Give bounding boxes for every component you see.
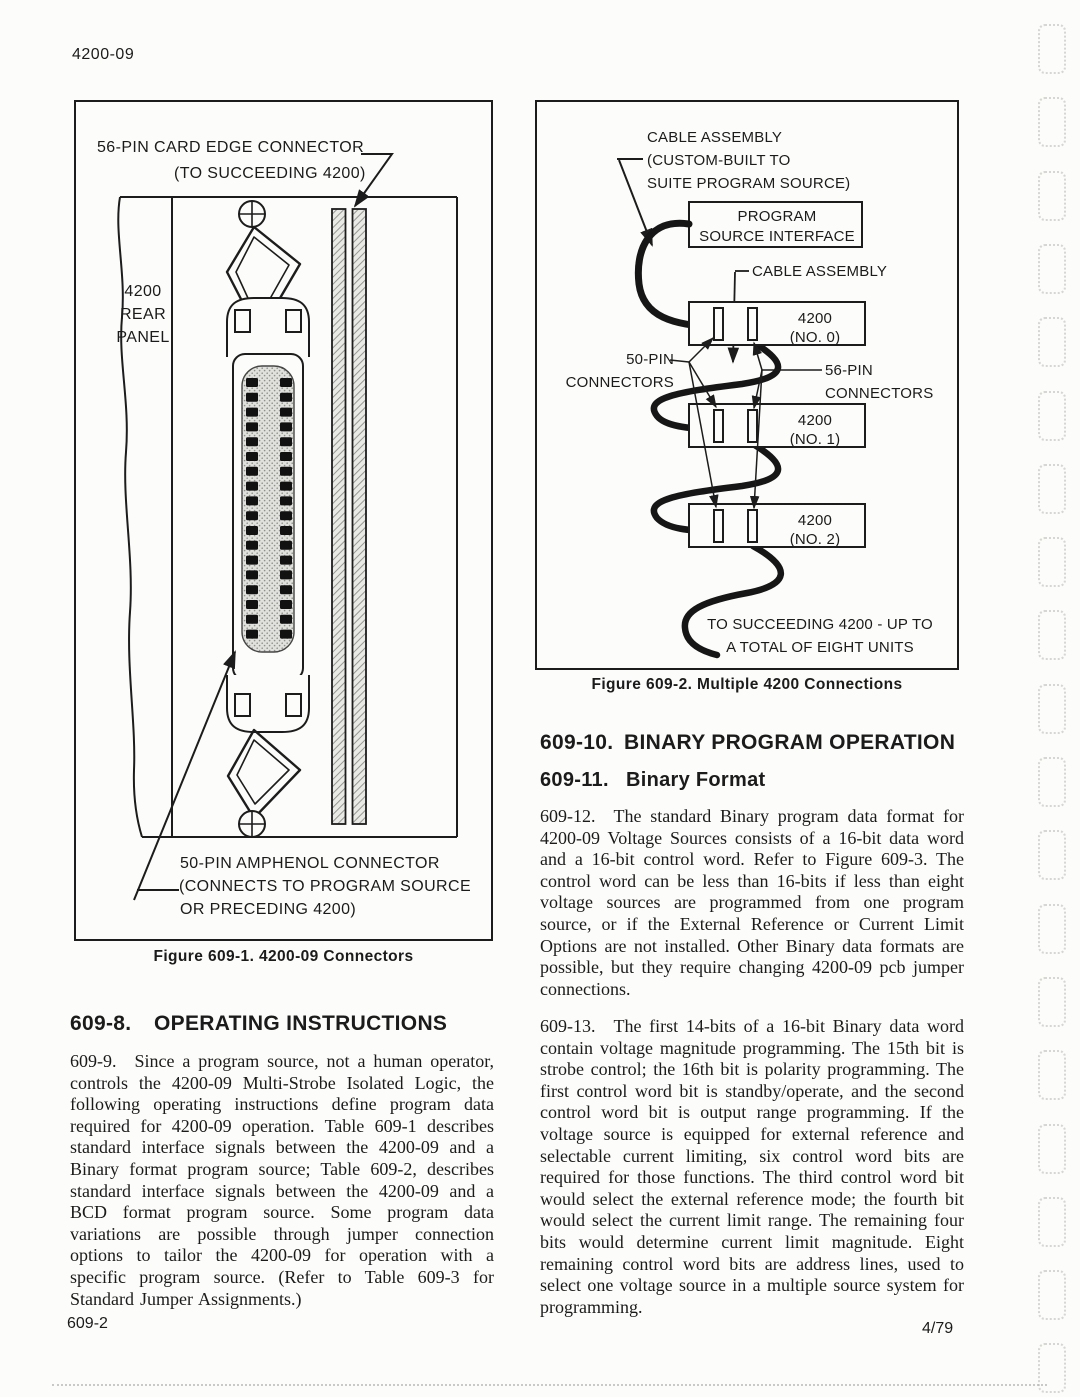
paragraph-609-13: 609-13. The first 14-bits of a 16-bit Binary data word contain voltage magnitude programming. The 15th bit is strobe control; the 16th bit is polarity programming. The first control word bit is standby/operate, and the second control word bit is output range programming. If the voltage source is equipped for external reference and selectable current limiting, six control word bits are required for those functions. The third control word bit would select the external reference mode; the fourth bit would select the current limit range. The remaining four bits would determine current limit magnitude. Eight remaining control word bits are address lines, used to select one voltage source in a multiple source system for programming. [540, 1016, 964, 1317]
cable-assembly-label: CABLE ASSEMBLY [752, 263, 888, 280]
document-id: 4200-09 [72, 46, 135, 63]
binder-ring-mark [1038, 244, 1066, 294]
multiple-connections-drawing [537, 102, 957, 668]
succeeding-note-line2: A TOTAL OF EIGHT UNITS [726, 639, 914, 656]
issue-date: 4/79 [922, 1320, 954, 1337]
binder-ring-mark [1038, 684, 1066, 734]
binder-ring-mark [1038, 97, 1066, 147]
program-source-interface-box [689, 202, 862, 247]
cable-custom-label-line1: CABLE ASSEMBLY [647, 129, 783, 146]
section-title: OPERATING INSTRUCTIONS [154, 1012, 448, 1035]
binder-ring-mark [1038, 24, 1066, 74]
binder-ring-mark [1038, 537, 1066, 587]
binder-ring-mark [1038, 1050, 1066, 1100]
paragraph-609-12: 609-12. The standard Binary program data format for 4200-09 Voltage Sources consists of a 16-bit data word and a 16-bit control word. Refer to Figure 609-3. The control word can be less than 16-bits if less than eight voltage sources are programmed from one program source, or if the External Reference or Current Limit Options are not installed. Other Binary data formats are possible, but they require changing 4200-09 pcb jumper connections. [540, 806, 964, 999]
svg-text:4200: 4200 [124, 283, 162, 300]
unit-2-box [689, 504, 865, 548]
figure-609-1-connectors [74, 100, 493, 941]
figure-609-2-multiple-connections [535, 100, 959, 670]
card-edge-label-line1: 56-PIN CARD EDGE CONNECTOR [97, 139, 365, 156]
figure-609-2-caption: Figure 609-2. Multiple 4200 Connections [591, 676, 903, 693]
svg-text:(NO. 1): (NO. 1) [789, 431, 841, 448]
connectors-drawing [76, 102, 491, 939]
binder-ring-mark [1038, 1124, 1066, 1174]
card-edge-connector [332, 209, 366, 824]
section-heading-609-10 [540, 731, 955, 755]
binder-ring-mark [1038, 977, 1066, 1027]
pin50-label-line1: 50-PIN [626, 351, 674, 368]
svg-text:SOURCE INTERFACE: SOURCE INTERFACE [699, 228, 855, 245]
binder-ring-mark [1038, 610, 1066, 660]
binder-ring-mark [1038, 1197, 1066, 1247]
svg-text:4200: 4200 [797, 412, 833, 429]
svg-text:4200: 4200 [797, 512, 833, 529]
binder-ring-mark [1038, 830, 1066, 880]
svg-text:4200: 4200 [797, 310, 833, 327]
section-number: 609-8. [70, 1012, 132, 1035]
cable-custom-label-line3: SUITE PROGRAM SOURCE) [647, 175, 851, 192]
section-heading-609-8 [70, 1012, 447, 1036]
section-number: 609-11. [540, 769, 609, 791]
figure-609-1-caption: Figure 609-1. 4200-09 Connectors [153, 948, 414, 965]
scan-edge-dots [52, 1384, 1047, 1386]
binder-ring-mark [1038, 904, 1066, 954]
unit-1-box [689, 404, 865, 448]
binder-ring-mark [1038, 391, 1066, 441]
binder-ring-mark [1038, 171, 1066, 221]
svg-text:(NO. 0): (NO. 0) [789, 329, 841, 346]
binder-ring-mark [1038, 757, 1066, 807]
svg-text:PROGRAM: PROGRAM [737, 208, 817, 225]
section-title: BINARY PROGRAM OPERATION [624, 731, 956, 754]
pin56-label-line2: CONNECTORS [825, 385, 934, 402]
pin56-label-line1: 56-PIN [825, 362, 873, 379]
amphenol-label-line2: (CONNECTS TO PROGRAM SOURCE [179, 878, 472, 895]
pin50-label-line2: CONNECTORS [565, 374, 674, 391]
unit-0-box [689, 302, 865, 346]
section-title: Binary Format [626, 769, 766, 791]
cable-custom-label-line2: (CUSTOM-BUILT TO [647, 152, 791, 169]
svg-text:PANEL: PANEL [116, 329, 170, 346]
binder-ring-mark [1038, 1270, 1066, 1320]
svg-text:REAR: REAR [119, 306, 167, 323]
cable-custom-leader [617, 159, 652, 245]
card-edge-label-line2: (TO SUCCEEDING 4200) [174, 165, 366, 182]
paragraph-609-9: 609-9. Since a program source, not a human operator, controls the 4200-09 Multi-Strobe Isolated Logic, the following operating instructions define program data required for 4200-09 operation. Table 609-1 describes standard interface signals between the 4200-09 and a Binary format program source; Table 609-2, describes standard interface signals between the 4200-09 and a BCD format program source. Some program data variations are possible through jumper connection options to tailor the 4200-09 for operation with a specific program source. (Refer to Table 609-3 for Standard Jumper Assignments.) [70, 1051, 494, 1309]
page-number: 609-2 [67, 1315, 108, 1332]
binder-ring-mark [1038, 317, 1066, 367]
succeeding-note-line1: TO SUCCEEDING 4200 - UP TO [707, 616, 933, 633]
binder-ring-mark [1038, 464, 1066, 514]
amphenol-connector [227, 201, 309, 837]
section-number: 609-10. [540, 731, 614, 754]
svg-text:(NO. 2): (NO. 2) [789, 531, 841, 548]
section-heading-609-11 [540, 769, 766, 792]
amphenol-label-line1: 50-PIN AMPHENOL CONNECTOR [180, 855, 440, 872]
amphenol-label-line3: OR PRECEDING 4200) [180, 901, 357, 918]
rear-panel-label [116, 283, 169, 346]
